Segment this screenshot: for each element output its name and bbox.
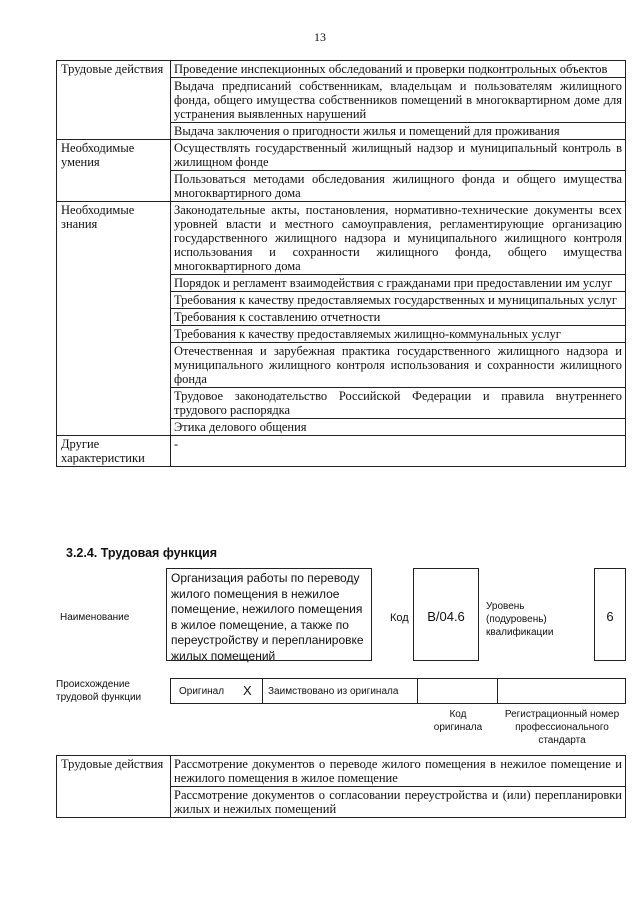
section-title: 3.2.4. Трудовая функция [66,546,218,560]
function-name-box: Организация работы по переводу жилого помещения в нежилое помещение, нежилого помещения в жилое помещение, а также по переустройству и перепланировке жилых помещений [166,568,372,661]
table-cell: Осуществлять государственный жилищный надзор и муниципальный контроль в жилищном фонде [171,140,626,171]
code-box [413,568,479,661]
table-cell: Проведение инспекционных обследований и проверки подконтрольных объектов [171,61,626,78]
table-cell: Требования к составлению отчетности [171,309,626,326]
table-cell: Требования к качеству предоставляемых государственных и муниципальных услуг [171,292,626,309]
reg-number-label: Регистрационный номер профессионального стандарта [504,709,620,746]
code-label: Код [390,612,409,624]
table-cell: Выдача предписаний собственникам, владельцам и пользователям жилищного фонда, общего имущества собственников помещений в многоквартирном доме для устранения выявленных нарушений [171,78,626,123]
divider [417,679,418,703]
code-value: B/04.6 [427,609,465,624]
table-row [57,436,626,467]
table-cell: Требования к качеству предоставляемых жилищно-коммунальных услуг [171,326,626,343]
table-cell: Пользоваться методами обследования жилищного фонда и общего имущества многоквартирного дома [171,171,626,202]
origin-table [170,678,626,704]
row-label-required-knowledge: Необходимые знания [57,202,171,436]
table-cell: Законодательные акты, постановления, нормативно-технические документы всех уровней власти и местного самоуправления, регламентирующие организацию государственного жилищного надзора и муниципального жилищного контроля использования и сохранности жилищного фонда, общего имущества многоквартирного дома [171,202,626,275]
row-label-labor-actions: Трудовые действия [57,756,171,818]
table-cell: Трудовое законодательство Российской Федерации и правила внутреннего трудового распорядка [171,388,626,419]
table-cell: Рассмотрение документов о согласовании переустройства и (или) перепланировки жилых и нежилых помещений [171,787,626,818]
page-number: 13 [314,30,326,44]
table-cell: - [171,436,626,467]
divider [497,679,498,703]
table-row [57,140,626,171]
table-row [57,756,626,787]
borrowed-label: Заимствовано из оригинала [268,686,399,697]
table-cell: Порядок и регламент взаимодействия с гражданами при предоставлении им услуг [171,275,626,292]
labor-actions-table [56,755,626,818]
level-value: 6 [606,609,614,624]
divider [262,679,263,703]
requirements-table [56,60,626,467]
table-cell: Этика делового общения [171,419,626,436]
original-mark: X [243,683,252,698]
table-cell: Отечественная и зарубежная практика государственного жилищного надзора и муниципального жилищного контроля использования и сохранности жилищного фонда [171,343,626,388]
table-cell: Выдача заключения о пригодности жилья и помещений для проживания [171,123,626,140]
table-cell: Рассмотрение документов о переводе жилого помещения в нежилое помещение и нежилого помещения в жилое помещение [171,756,626,787]
level-label: Уровень (подуровень) квалификации [486,601,554,638]
row-label-other-characteristics: Другие характеристики [57,436,171,467]
code-original-label: Код оригинала [433,709,483,733]
table-row [57,202,626,275]
original-label: Оригинал [179,686,225,697]
origin-label: Происхождение трудовой функции [56,679,142,703]
level-box [594,568,626,661]
row-label-required-skills: Необходимые умения [57,140,171,202]
row-label-labor-actions: Трудовые действия [57,61,171,140]
table-row [57,61,626,78]
name-label: Наименование [60,612,130,623]
